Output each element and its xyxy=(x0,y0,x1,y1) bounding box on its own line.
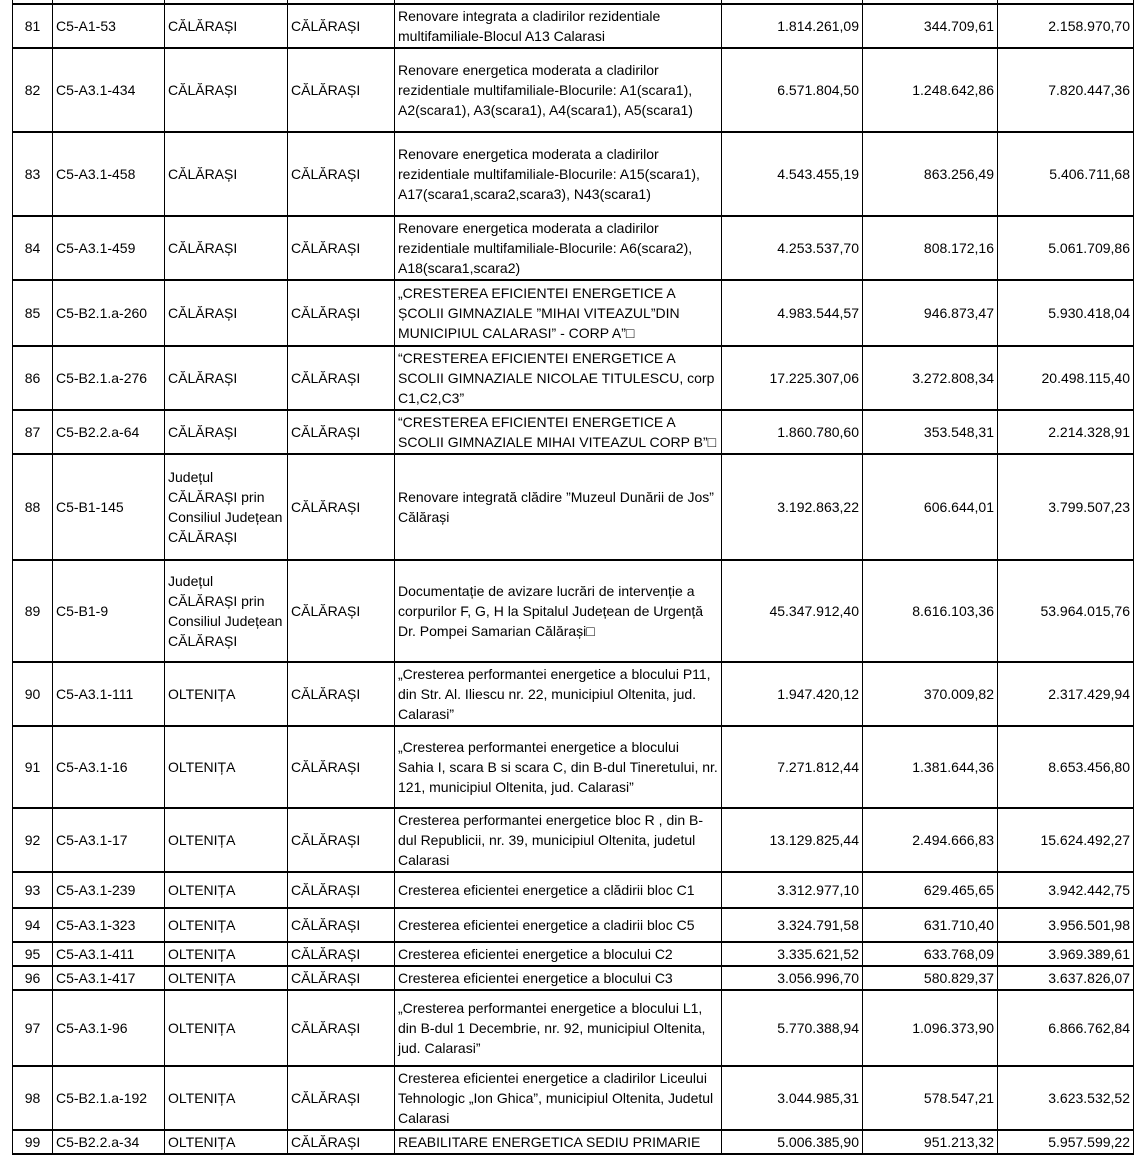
row-number-cell: 91 xyxy=(13,726,53,808)
amount1-cell: 4.983.544,57 xyxy=(722,280,863,346)
row-number-cell: 99 xyxy=(13,1130,53,1154)
project-code-cell: C5-B2.1.a-276 xyxy=(53,346,165,410)
project-title-cell: Cresterea eficientei energetice a cladirii bloc C5 xyxy=(395,908,722,942)
applicant-cell: OLTENIȚA xyxy=(165,990,288,1066)
applicant-cell: OLTENIȚA xyxy=(165,942,288,966)
amount1-cell: 13.129.825,44 xyxy=(722,808,863,872)
project-title-cell: “CRESTEREA EFICIENTEI ENERGETICE A SCOLII GIMNAZIALE MIHAI VITEAZUL CORP B”□ xyxy=(395,410,722,454)
county-cell: CĂLĂRAȘI xyxy=(288,662,395,726)
project-title-cell: Cresterea performantei energetice bloc R , din B-dul Republicii, nr. 39, municipiul Oltenita, judetul Calarasi xyxy=(395,808,722,872)
project-code-cell: C5-A3.1-411 xyxy=(53,942,165,966)
project-code-cell: C5-A3.1-459 xyxy=(53,216,165,280)
project-title-cell: Renovare energetica moderata a cladirilor rezidentiale multifamiliale-Blocurile: A1(scara1), A2(scara1), A3(scara1), A4(scara1), A5(scara1) xyxy=(395,48,722,132)
amount1-cell: 3.312.977,10 xyxy=(722,872,863,908)
row-number-cell: 90 xyxy=(13,662,53,726)
project-title-cell: Renovare energetica moderata a cladirilor rezidentiale multifamiliale-Blocurile: A6(scara2), A18(scara1,scara2) xyxy=(395,216,722,280)
project-title-cell: Renovare integrată clădire ”Muzeul Dunării de Jos” Călărași xyxy=(395,454,722,560)
amount2-cell: 370.009,82 xyxy=(863,662,998,726)
amount3-cell: 20.498.115,40 xyxy=(998,346,1134,410)
project-title-cell: Documentație de avizare lucrări de intervenție a corpurilor F, G, H la Spitalul Județean de Urgență Dr. Pompei Samarian Călărași□ xyxy=(395,560,722,662)
document-page xyxy=(12,0,1133,1155)
amount3-cell: 3.942.442,75 xyxy=(998,872,1134,908)
amount2-cell: 1.096.373,90 xyxy=(863,990,998,1066)
amount1-cell: 4.253.537,70 xyxy=(722,216,863,280)
amount2-cell: 8.616.103,36 xyxy=(863,560,998,662)
amount2-cell: 1.381.644,36 xyxy=(863,726,998,808)
amount2-cell: 3.272.808,34 xyxy=(863,346,998,410)
project-code-cell: C5-A3.1-96 xyxy=(53,990,165,1066)
amount2-cell: 863.256,49 xyxy=(863,132,998,216)
applicant-cell: OLTENIȚA xyxy=(165,662,288,726)
amount3-cell: 15.624.492,27 xyxy=(998,808,1134,872)
county-cell: CĂLĂRAȘI xyxy=(288,410,395,454)
amount2-cell: 353.548,31 xyxy=(863,410,998,454)
project-code-cell: C5-A3.1-434 xyxy=(53,48,165,132)
project-code-cell: C5-A3.1-17 xyxy=(53,808,165,872)
amount2-cell: 1.248.642,86 xyxy=(863,48,998,132)
county-cell: CĂLĂRAȘI xyxy=(288,1130,395,1154)
amount2-cell: 633.768,09 xyxy=(863,942,998,966)
applicant-cell: CĂLĂRAȘI xyxy=(165,346,288,410)
project-title-cell: “CRESTEREA EFICIENTEI ENERGETICE A SCOLII GIMNAZIALE NICOLAE TITULESCU, corp C1,C2,C3” xyxy=(395,346,722,410)
amount1-cell: 4.543.455,19 xyxy=(722,132,863,216)
project-title-cell: „Cresterea performantei energetice a blocului L1, din B-dul 1 Decembrie, nr. 92, municipiul Oltenita, jud. Calarasi” xyxy=(395,990,722,1066)
project-code-cell: C5-A3.1-111 xyxy=(53,662,165,726)
project-title-cell: Cresterea eficientei energetice a blocului C3 xyxy=(395,966,722,990)
table-row xyxy=(13,280,1134,346)
project-title-cell: REABILITARE ENERGETICA SEDIU PRIMARIE xyxy=(395,1130,722,1154)
amount1-cell: 3.335.621,52 xyxy=(722,942,863,966)
amount3-cell: 2.317.429,94 xyxy=(998,662,1134,726)
county-cell: CĂLĂRAȘI xyxy=(288,872,395,908)
county-cell: CĂLĂRAȘI xyxy=(288,560,395,662)
project-code-cell: C5-B2.1.a-192 xyxy=(53,1066,165,1130)
amount3-cell: 3.799.507,23 xyxy=(998,454,1134,560)
projects-table xyxy=(12,0,1134,1155)
project-code-cell: C5-B2.2.a-34 xyxy=(53,1130,165,1154)
amount1-cell: 3.056.996,70 xyxy=(722,966,863,990)
project-title-cell: Renovare energetica moderata a cladirilor rezidentiale multifamiliale-Blocurile: A15(scara1), A17(scara1,scara2,scara3), N43(scara1) xyxy=(395,132,722,216)
applicant-cell: CĂLĂRAȘI xyxy=(165,216,288,280)
county-cell: CĂLĂRAȘI xyxy=(288,808,395,872)
amount2-cell: 631.710,40 xyxy=(863,908,998,942)
amount1-cell: 7.271.812,44 xyxy=(722,726,863,808)
amount1-cell: 1.814.261,09 xyxy=(722,4,863,48)
amount3-cell: 5.061.709,86 xyxy=(998,216,1134,280)
applicant-cell: OLTENIȚA xyxy=(165,966,288,990)
project-code-cell: C5-B2.2.a-64 xyxy=(53,410,165,454)
amount2-cell: 578.547,21 xyxy=(863,1066,998,1130)
row-number-cell: 85 xyxy=(13,280,53,346)
table-row xyxy=(13,808,1134,872)
row-number-cell: 86 xyxy=(13,346,53,410)
county-cell: CĂLĂRAȘI xyxy=(288,966,395,990)
row-number-cell: 83 xyxy=(13,132,53,216)
project-code-cell: C5-A3.1-323 xyxy=(53,908,165,942)
amount2-cell: 951.213,32 xyxy=(863,1130,998,1154)
county-cell: CĂLĂRAȘI xyxy=(288,280,395,346)
applicant-cell: OLTENIȚA xyxy=(165,1066,288,1130)
county-cell: CĂLĂRAȘI xyxy=(288,726,395,808)
row-number-cell: 97 xyxy=(13,990,53,1066)
projects-table-body xyxy=(13,0,1134,1154)
table-row xyxy=(13,132,1134,216)
amount3-cell: 3.969.389,61 xyxy=(998,942,1134,966)
project-code-cell: C5-B1-9 xyxy=(53,560,165,662)
table-row xyxy=(13,1130,1134,1154)
table-row xyxy=(13,560,1134,662)
project-title-cell: Cresterea eficientei energetice a clădirii bloc C1 xyxy=(395,872,722,908)
project-title-cell: Cresterea eficientei energetice a blocului C2 xyxy=(395,942,722,966)
project-title-cell: Renovare integrata a cladirilor rezidentiale multifamiliale-Blocul A13 Calarasi xyxy=(395,4,722,48)
applicant-cell: Județul CĂLĂRAȘI prin Consiliul Județean CĂLĂRAȘI xyxy=(165,560,288,662)
table-row xyxy=(13,662,1134,726)
row-number-cell: 93 xyxy=(13,872,53,908)
project-code-cell: C5-A3.1-16 xyxy=(53,726,165,808)
row-number-cell: 95 xyxy=(13,942,53,966)
amount1-cell: 5.006.385,90 xyxy=(722,1130,863,1154)
row-number-cell: 84 xyxy=(13,216,53,280)
applicant-cell: CĂLĂRAȘI xyxy=(165,280,288,346)
amount1-cell: 3.044.985,31 xyxy=(722,1066,863,1130)
table-row xyxy=(13,726,1134,808)
amount1-cell: 17.225.307,06 xyxy=(722,346,863,410)
project-code-cell: C5-A3.1-417 xyxy=(53,966,165,990)
amount3-cell: 2.214.328,91 xyxy=(998,410,1134,454)
table-row xyxy=(13,990,1134,1066)
row-number-cell: 88 xyxy=(13,454,53,560)
table-row xyxy=(13,908,1134,942)
amount2-cell: 606.644,01 xyxy=(863,454,998,560)
amount1-cell: 3.324.791,58 xyxy=(722,908,863,942)
table-row xyxy=(13,410,1134,454)
county-cell: CĂLĂRAȘI xyxy=(288,132,395,216)
row-number-cell: 81 xyxy=(13,4,53,48)
table-row xyxy=(13,966,1134,990)
amount2-cell: 580.829,37 xyxy=(863,966,998,990)
applicant-cell: OLTENIȚA xyxy=(165,726,288,808)
amount3-cell: 3.956.501,98 xyxy=(998,908,1134,942)
amount2-cell: 344.709,61 xyxy=(863,4,998,48)
amount2-cell: 946.873,47 xyxy=(863,280,998,346)
amount3-cell: 5.930.418,04 xyxy=(998,280,1134,346)
county-cell: CĂLĂRAȘI xyxy=(288,346,395,410)
applicant-cell: CĂLĂRAȘI xyxy=(165,132,288,216)
applicant-cell: CĂLĂRAȘI xyxy=(165,410,288,454)
county-cell: CĂLĂRAȘI xyxy=(288,4,395,48)
table-row xyxy=(13,872,1134,908)
amount3-cell: 8.653.456,80 xyxy=(998,726,1134,808)
applicant-cell: OLTENIȚA xyxy=(165,908,288,942)
county-cell: CĂLĂRAȘI xyxy=(288,454,395,560)
applicant-cell: OLTENIȚA xyxy=(165,1130,288,1154)
amount3-cell: 6.866.762,84 xyxy=(998,990,1134,1066)
amount3-cell: 3.623.532,52 xyxy=(998,1066,1134,1130)
amount3-cell: 5.957.599,22 xyxy=(998,1130,1134,1154)
project-title-cell: Cresterea eficientei energetice a cladirilor Liceului Tehnologic „Ion Ghica”, municipiul Oltenita, Judetul Calarasi xyxy=(395,1066,722,1130)
amount2-cell: 629.465,65 xyxy=(863,872,998,908)
county-cell: CĂLĂRAȘI xyxy=(288,990,395,1066)
applicant-cell: Județul CĂLĂRAȘI prin Consiliul Județean CĂLĂRAȘI xyxy=(165,454,288,560)
table-row xyxy=(13,942,1134,966)
county-cell: CĂLĂRAȘI xyxy=(288,1066,395,1130)
applicant-cell: OLTENIȚA xyxy=(165,872,288,908)
amount1-cell: 45.347.912,40 xyxy=(722,560,863,662)
applicant-cell: OLTENIȚA xyxy=(165,808,288,872)
row-number-cell: 92 xyxy=(13,808,53,872)
county-cell: CĂLĂRAȘI xyxy=(288,216,395,280)
amount1-cell: 1.947.420,12 xyxy=(722,662,863,726)
project-title-cell: „CRESTEREA EFICIENTEI ENERGETICE A ȘCOLII GIMNAZIALE ”MIHAI VITEAZUL”DIN MUNICIPIUL CALARASI” - CORP A”□ xyxy=(395,280,722,346)
amount3-cell: 5.406.711,68 xyxy=(998,132,1134,216)
amount1-cell: 6.571.804,50 xyxy=(722,48,863,132)
project-code-cell: C5-A3.1-239 xyxy=(53,872,165,908)
row-number-cell: 89 xyxy=(13,560,53,662)
amount1-cell: 1.860.780,60 xyxy=(722,410,863,454)
row-number-cell: 96 xyxy=(13,966,53,990)
amount3-cell: 7.820.447,36 xyxy=(998,48,1134,132)
amount2-cell: 808.172,16 xyxy=(863,216,998,280)
row-number-cell: 94 xyxy=(13,908,53,942)
row-number-cell: 82 xyxy=(13,48,53,132)
project-code-cell: C5-A1-53 xyxy=(53,4,165,48)
applicant-cell: CĂLĂRAȘI xyxy=(165,4,288,48)
project-code-cell: C5-A3.1-458 xyxy=(53,132,165,216)
project-code-cell: C5-B1-145 xyxy=(53,454,165,560)
amount3-cell: 53.964.015,76 xyxy=(998,560,1134,662)
project-title-cell: „Cresterea performantei energetice a blocului Sahia I, scara B si scara C, din B-dul Tineretului, nr. 121, municipiul Oltenita, jud. Calarasi” xyxy=(395,726,722,808)
table-row xyxy=(13,1066,1134,1130)
project-code-cell: C5-B2.1.a-260 xyxy=(53,280,165,346)
table-row xyxy=(13,48,1134,132)
county-cell: CĂLĂRAȘI xyxy=(288,48,395,132)
table-row xyxy=(13,4,1134,48)
amount3-cell: 2.158.970,70 xyxy=(998,4,1134,48)
amount3-cell: 3.637.826,07 xyxy=(998,966,1134,990)
table-row xyxy=(13,216,1134,280)
project-title-cell: „Cresterea performantei energetice a blocului P11, din Str. Al. Iliescu nr. 22, municipiul Oltenita, jud. Calarasi” xyxy=(395,662,722,726)
amount1-cell: 5.770.388,94 xyxy=(722,990,863,1066)
row-number-cell: 98 xyxy=(13,1066,53,1130)
amount1-cell: 3.192.863,22 xyxy=(722,454,863,560)
row-number-cell: 87 xyxy=(13,410,53,454)
table-row xyxy=(13,454,1134,560)
county-cell: CĂLĂRAȘI xyxy=(288,942,395,966)
table-row xyxy=(13,346,1134,410)
amount2-cell: 2.494.666,83 xyxy=(863,808,998,872)
applicant-cell: CĂLĂRAȘI xyxy=(165,48,288,132)
county-cell: CĂLĂRAȘI xyxy=(288,908,395,942)
